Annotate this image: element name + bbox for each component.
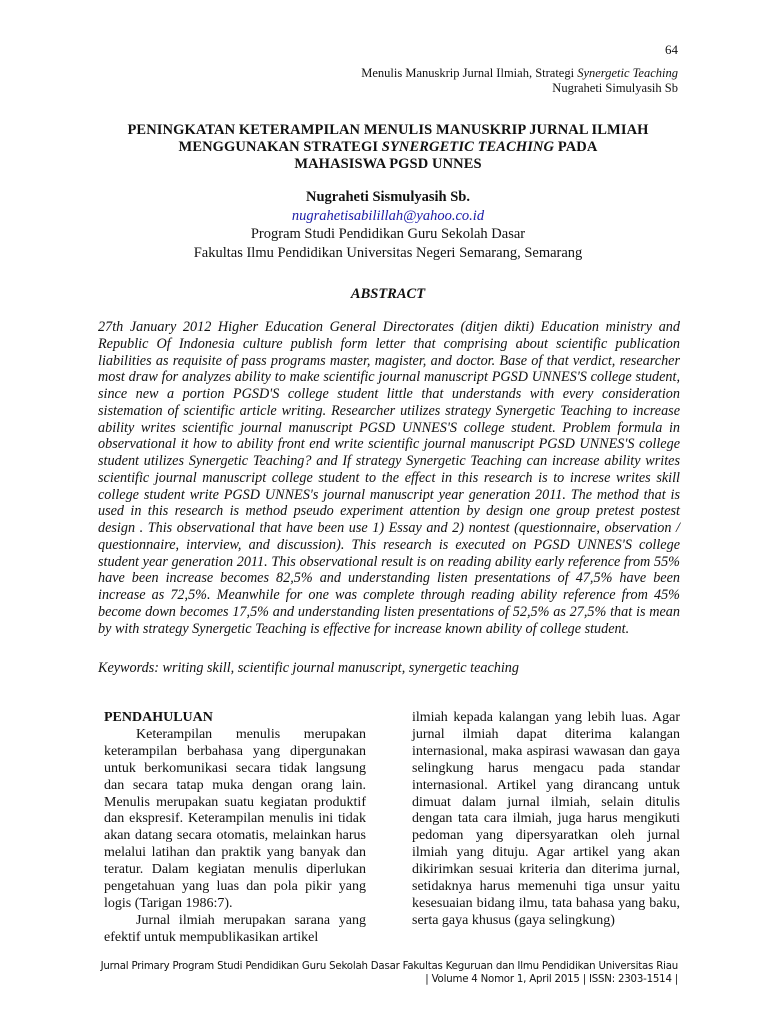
abstract-heading: ABSTRACT — [350, 286, 426, 302]
title-line3: MAHASISWA PGSD UNNES — [294, 156, 482, 172]
page-number: 64 — [665, 42, 678, 57]
running-head-italic: Synergetic Teaching — [577, 66, 678, 80]
body-column-left — [104, 710, 366, 947]
author-email-link[interactable]: nugrahetisabilillah@yahoo.co.id — [291, 207, 485, 224]
title-line2-suffix: PADA — [554, 139, 598, 155]
author-program: Program Studi Pendidikan Guru Sekolah Dasar — [250, 226, 526, 242]
author-faculty: Fakultas Ilmu Pendidikan Universitas Negeri Semarang, Semarang — [193, 244, 583, 261]
section-heading: PENDAHULUAN — [104, 710, 213, 725]
abstract-text: 27th January 2012 Higher Education General Directorates (ditjen dikti) Education ministry and Republic Of Indonesia culture publish form letter that comprising about scientific publication liabilities as requisite of pass programs master, magister, and doctor. Base of that verdict, researcher most draw for analyzes ability to make scientific journal manuscript PGSD UNNES'S college student, since new a portion PGSD'S college student little that understands with every consideration sistemation of scientific article writing. Researcher utilizes strategy Synergetic Teaching to increase ability writes scientific journal manuscript PGSD UNNES'S college student. Problem formula in observational it how to ability front end write scientific journal manuscript PGSD UNNES'S college student utilizes Synergetic Teaching? and If strategy Synergetic Teaching can increase ability writes scientific journal manuscript college student to the effect in this research is to increse writes skill college student write PGSD UNNES's journal manuscript year generation 2011. The method that is used in this research is method pseudo experiment attention by design one group pretest postest design . This observational that have been use 1) Essay and 2) nontest (questionnaire, observation / questionnaire, interview, and discussion). This research is executed on PGSD UNNES'S college student year generation 2011. This observational result is on reading ability early reference from 55% have been increase becomes 82,5% and understanding listen presentations of 47,5% have been increase as 72,5%. Meanwhile for one was complete through reading ability reference from 45% become down becomes 17,5% and understanding listen presentations of 52,5% as 27,5% that is mean by with strategy Synergetic Teaching is effective for increase known ability of college student. — [98, 319, 680, 637]
paper-title — [98, 122, 678, 173]
running-head — [361, 66, 678, 96]
footer-line2: | Volume 4 Nomor 1, April 2015 | ISSN: 2303-1514 | — [425, 974, 678, 985]
title-line2 — [98, 139, 678, 156]
running-head-prefix: Menulis Manuskrip Jurnal Ilmiah, Strategi — [361, 66, 578, 80]
running-head-line1 — [361, 66, 678, 81]
body-paragraph: Jurnal ilmiah merupakan sarana yang efektif untuk mempublikasikan artikel — [104, 912, 366, 945]
body-paragraph: Keterampilan menulis merupakan keterampilan berbahasa yang dipergunakan untuk berkomunikasi secara tidak langsung dan secara tatap muka dengan orang lain. Menulis merupakan suatu kegiatan produktif dan ekspresif. Keterampilan menulis ini tidak akan datang secara otomatis, melainkan harus melalui latihan dan praktik yang banyak dan teratur. Dalam kegiatan menulis diperlukan pengetahuan yang luas dan pola pikir yang logis (Tarigan 1986:7). — [104, 726, 366, 911]
title-line2-italic: SYNERGETIC TEACHING — [381, 139, 555, 155]
body-paragraph: ilmiah kepada kalangan yang lebih luas. Agar jurnal ilmiah dapat diterima kalangan internasional, maka aspirasi wawasan dan gaya selingkung harus mengacu pada standar internasional. Artikel yang dirancang untuk dimuat dalam jurnal ilmiah, selain ditulis dengan tata cara ilmiah, juga harus mengikuti pedoman yang dipersyaratkan oleh jurnal ilmiah yang dituju. Agar artikel yang akan dikirimkan sesuai kriteria dan diterima jurnal, setidaknya harus memenuhi tiga unsur yaitu kesesuaian bidang ilmu, tata bahasa yang baku, serta gaya khusus (gaya selingkung) — [412, 710, 680, 928]
running-head-line2: Nugraheti Simulyasih Sb — [552, 81, 678, 95]
title-line2-prefix: MENGGUNAKAN STRATEGI — [178, 139, 382, 155]
title-line1: PENINGKATAN KETERAMPILAN MENULIS MANUSKRIP JURNAL ILMIAH — [127, 122, 649, 138]
footer-line1: Jurnal Primary Program Studi Pendidikan Guru Sekolah Dasar Fakultas Keguruan dan Ilmu Pendidikan Universitas Riau — [100, 961, 678, 972]
keywords: Keywords: writing skill, scientific journal manuscript, synergetic teaching — [98, 660, 519, 676]
author-name: Nugraheti Sismulyasih Sb. — [306, 189, 470, 205]
author-block — [98, 188, 678, 262]
body-column-right — [412, 710, 680, 930]
journal-footer — [101, 960, 678, 986]
